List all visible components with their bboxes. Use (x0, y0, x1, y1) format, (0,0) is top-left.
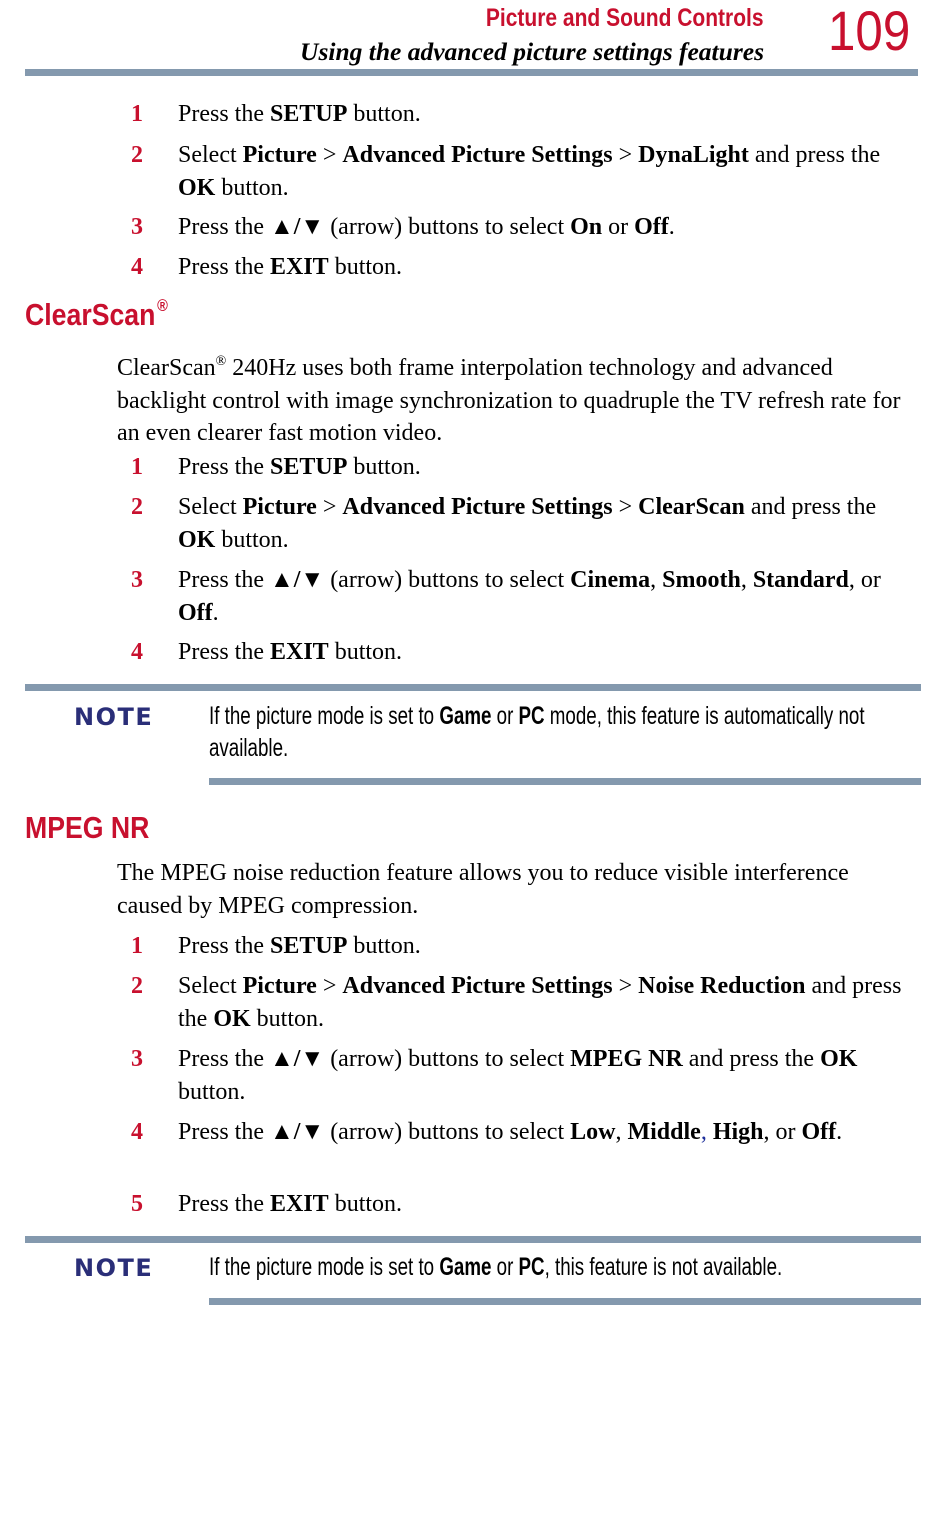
note-text: If the picture mode is set to Game or PC, this feature is not available. (209, 1253, 783, 1281)
note-top-rule (25, 1236, 921, 1243)
step-number: 1 (131, 101, 143, 127)
note-label: NOTE (74, 1254, 154, 1282)
step-number: 4 (131, 254, 143, 280)
step-number: 5 (131, 1191, 143, 1217)
page-number: 109 (828, 0, 911, 62)
step-number: 2 (131, 494, 143, 520)
section-title: Picture and Sound Controls (486, 4, 764, 32)
note-text: If the picture mode is set to Game or PC mode, this feature is automatically not available. (209, 702, 865, 762)
step-text: Press the EXIT button. (178, 639, 403, 665)
step-text: Press the ▲/▼ (arrow) buttons to select Cinema, Smooth, Standard, or Off. (178, 567, 881, 626)
step-number: 1 (131, 454, 143, 480)
note-label: NOTE (74, 703, 154, 731)
step-text: Press the SETUP button. (178, 454, 421, 480)
clearscan-heading: ClearScan ® (25, 296, 168, 332)
step-text: Select Picture > Advanced Picture Settings > ClearScan and press the OK button. (178, 494, 877, 553)
step-text: Press the ▲/▼ (arrow) buttons to select MPEG NR and press the OK button. (178, 1046, 858, 1105)
step-number: 3 (131, 1046, 143, 1072)
step-number: 4 (131, 1119, 143, 1145)
step-text: Press the EXIT button. (178, 254, 403, 280)
step-text: Press the SETUP button. (178, 933, 421, 959)
note-bottom-rule (209, 1298, 921, 1305)
mpeg-nr-heading: MPEG NR (25, 810, 150, 845)
clearscan-intro: ClearScan® 240Hz uses both frame interpolation technology and advanced backlight control with image synchronization to quadruple the TV refresh rate for an even clearer fast motion video. (117, 354, 901, 446)
mpeg-nr-intro: The MPEG noise reduction feature allows you to reduce visible interference caused by MPEG compression. (117, 860, 849, 919)
step-number: 1 (131, 933, 143, 959)
note-top-rule (25, 684, 921, 691)
registered-mark: ® (157, 296, 168, 315)
step-number: 3 (131, 567, 143, 593)
step-text: Select Picture > Advanced Picture Settings > Noise Reduction and press the OK button. (178, 973, 902, 1032)
step-number: 4 (131, 639, 143, 665)
step-text: Press the SETUP button. (178, 101, 421, 127)
step-number: 2 (131, 142, 143, 168)
note-bottom-rule (209, 778, 921, 785)
header-rule (25, 69, 918, 76)
step-text: Select Picture > Advanced Picture Settings > DynaLight and press the OK button. (178, 142, 881, 201)
step-text: Press the ▲/▼ (arrow) buttons to select On or Off. (178, 214, 675, 240)
page-subtitle: Using the advanced picture settings features (300, 37, 764, 66)
step-text: Press the ▲/▼ (arrow) buttons to select Low, Middle, High, or Off. (178, 1119, 843, 1145)
step-number: 3 (131, 214, 143, 240)
step-text: Press the EXIT button. (178, 1191, 403, 1217)
step-number: 2 (131, 973, 143, 999)
